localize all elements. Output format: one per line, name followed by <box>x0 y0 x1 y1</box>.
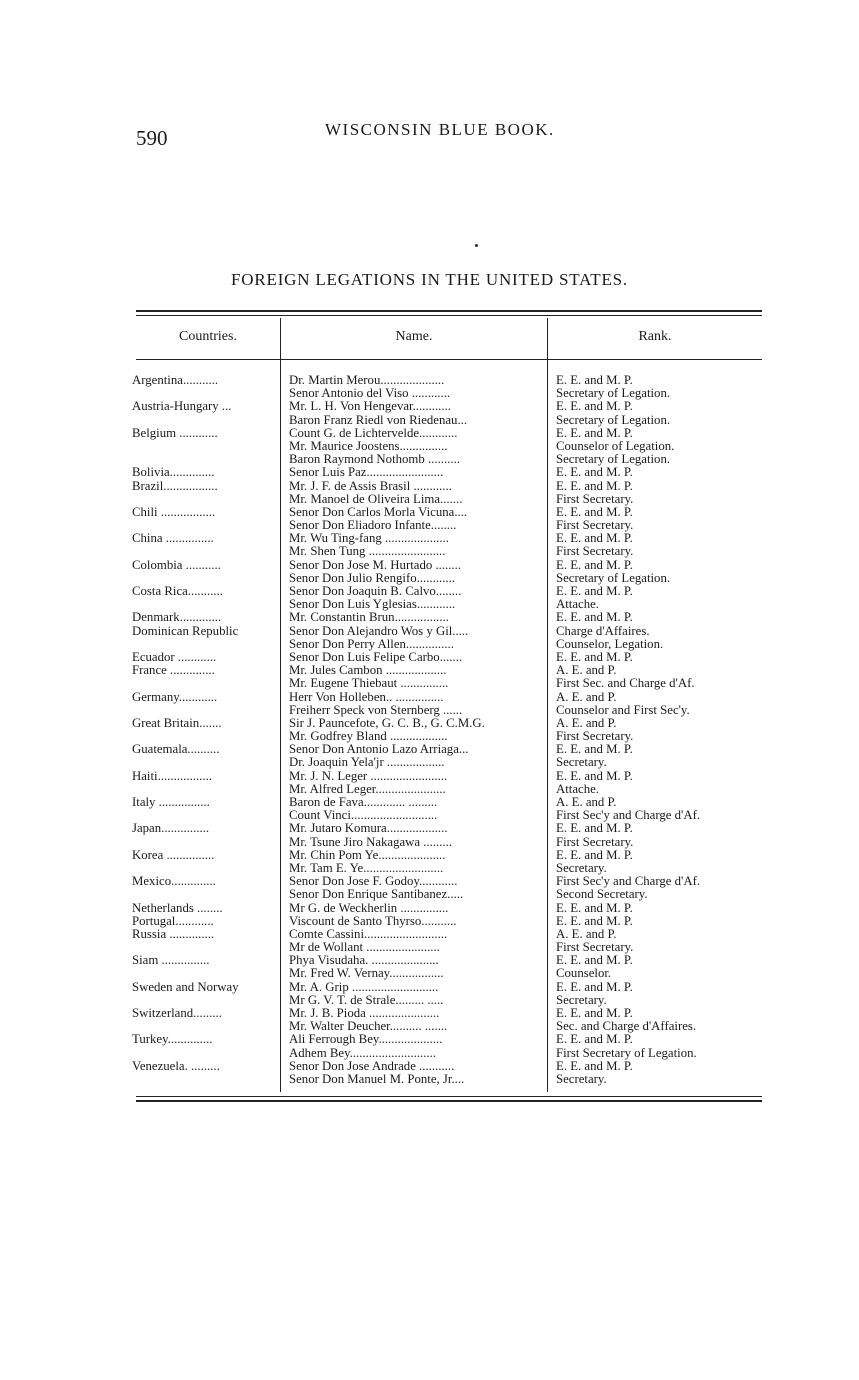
rank-cell: First Secretary. <box>556 730 634 744</box>
header-rule <box>136 359 762 360</box>
table-row <box>0 783 859 796</box>
table-row <box>0 862 859 875</box>
name-cell: Comte Cassini.......................... <box>289 927 448 941</box>
rank-cell: E. E. and M. P. <box>556 426 633 440</box>
name-cell: Count G. de Lichtervelde............ <box>289 426 458 440</box>
country-cell: Portugal............ <box>132 914 214 928</box>
rank-cell: E. E. and M. P. <box>556 611 633 625</box>
name-cell: Senor Don Luis Yglesias............ <box>289 598 456 612</box>
name-cell: Herr Von Holleben.. ............... <box>289 690 444 704</box>
rank-cell: First Secretary. <box>556 545 634 559</box>
name-cell: Senor Don Carlos Morla Vicuna.... <box>289 505 468 519</box>
country-cell: Turkey.............. <box>132 1033 213 1047</box>
country-cell: Korea ............... <box>132 848 215 862</box>
table-row <box>0 559 859 572</box>
table-row <box>0 704 859 717</box>
page-number: 590 <box>136 126 168 150</box>
table-row <box>0 651 859 664</box>
table-row <box>0 466 859 479</box>
table-row <box>0 625 859 638</box>
country-cell: Bolivia.............. <box>132 466 215 480</box>
bottom-double-rule-outer <box>136 1100 762 1102</box>
country-cell: Haiti................. <box>132 769 212 783</box>
name-cell: Mr. A. Grip ........................... <box>289 980 439 994</box>
rank-cell: Attache. <box>556 598 599 612</box>
table-row <box>0 875 859 888</box>
rank-cell: E. E. and M. P. <box>556 558 633 572</box>
table-row <box>0 493 859 506</box>
rank-cell: E. E. and M. P. <box>556 769 633 783</box>
name-cell: Baron Raymond Nothomb .......... <box>289 453 460 467</box>
rank-cell: E. E. and M. P. <box>556 1007 633 1020</box>
name-cell: Mr. J. B. Pioda ...................... <box>289 1007 440 1020</box>
table-row <box>0 967 859 980</box>
rank-cell: First Secretary. <box>556 519 634 533</box>
name-cell: Adhem Bey........................... <box>289 1046 437 1060</box>
table-row <box>0 387 859 400</box>
name-cell: Mr de Wollant ....................... <box>289 941 440 955</box>
name-cell: Mr G. V. T. de Strale......... ..... <box>289 993 444 1007</box>
name-cell: Mr. Maurice Joostens............... <box>289 439 448 453</box>
running-head: WISCONSIN BLUE BOOK. <box>325 120 555 139</box>
name-cell: Count Vinci........................... <box>289 809 438 823</box>
country-cell: Ecuador ............ <box>132 650 217 664</box>
name-cell: Senor Don Enrique Santibanez..... <box>289 888 464 902</box>
table-row <box>0 585 859 598</box>
rank-cell: A. E. and P. <box>556 716 617 730</box>
country-cell: Netherlands ........ <box>132 901 223 915</box>
table-row <box>0 598 859 611</box>
rank-cell: E. E. and M. P. <box>556 743 633 757</box>
legations-table-body <box>0 374 859 1086</box>
table-row <box>0 1007 859 1020</box>
table-row <box>0 519 859 532</box>
rank-cell: E. E. and M. P. <box>556 374 633 387</box>
country-cell: Denmark............. <box>132 611 222 625</box>
rank-cell: First Secretary. <box>556 941 634 955</box>
country-cell: Venezuela. ......... <box>132 1059 220 1073</box>
rank-cell: E. E. and M. P. <box>556 901 633 915</box>
rank-cell: First Sec'y and Charge d'Af. <box>556 809 701 823</box>
table-row <box>0 770 859 783</box>
country-cell: Sweden and Norway <box>132 980 239 994</box>
name-cell: Senor Luis Paz........................ <box>289 466 444 480</box>
table-row <box>0 1060 859 1073</box>
country-cell: Great Britain....... <box>132 716 222 730</box>
table-row <box>0 717 859 730</box>
name-cell: Baron Franz Riedl von Riedenau... <box>289 413 468 427</box>
name-cell: Dr. Joaquin Yela'jr .................. <box>289 756 445 770</box>
rank-cell: Secretary of Legation. <box>556 387 671 401</box>
rank-cell: E. E. and M. P. <box>556 914 633 928</box>
country-cell: Dominican Republic <box>132 624 239 638</box>
rank-cell: Secretary. <box>556 1072 607 1086</box>
table-row <box>0 954 859 967</box>
table-row <box>0 981 859 994</box>
name-cell: Senor Don Julio Rengifo............ <box>289 571 455 585</box>
rank-cell: E. E. and M. P. <box>556 1033 633 1047</box>
table-row <box>0 994 859 1007</box>
table-row <box>0 730 859 743</box>
name-cell: Senor Don Jose F. Godoy............ <box>289 875 458 889</box>
rank-cell: Secretary of Legation. <box>556 413 671 427</box>
table-row <box>0 691 859 704</box>
table-row <box>0 822 859 835</box>
rank-cell: Secretary. <box>556 756 607 770</box>
table-row <box>0 453 859 466</box>
table-row <box>0 928 859 941</box>
rank-cell: E. E. and M. P. <box>556 822 633 836</box>
header-name: Name. <box>395 329 433 344</box>
rank-cell: E. E. and M. P. <box>556 650 633 664</box>
rank-cell: Counselor, Legation. <box>556 637 664 651</box>
name-cell: Mr. Wu Ting-fang .................... <box>289 532 449 546</box>
rank-cell: First Secretary. <box>556 835 634 849</box>
stray-mark <box>475 244 478 247</box>
country-cell: Austria-Hungary ... <box>132 400 232 414</box>
table-row <box>0 400 859 413</box>
rank-cell: Counselor and First Sec'y. <box>556 703 690 717</box>
name-cell: Sir J. Pauncefote, G. C. B., G. C.M.G. <box>289 716 485 730</box>
table-row <box>0 1047 859 1060</box>
table-row <box>0 836 859 849</box>
table-row <box>0 743 859 756</box>
name-cell: Senor Antonio del Viso ............ <box>289 387 451 401</box>
rank-cell: First Sec'y and Charge d'Af. <box>556 875 701 889</box>
name-cell: Senor Don Jose M. Hurtado ........ <box>289 558 462 572</box>
name-cell: Senor Don Jose Andrade ........... <box>289 1059 455 1073</box>
country-cell: China ............... <box>132 532 214 546</box>
rank-cell: E. E. and M. P. <box>556 1059 633 1073</box>
name-cell: Mr. L. H. Von Hengevar............ <box>289 400 451 414</box>
rank-cell: A. E. and P. <box>556 664 617 678</box>
rank-cell: A. E. and P. <box>556 690 617 704</box>
rank-cell: First Secretary. <box>556 492 634 506</box>
rank-cell: Counselor. <box>556 967 612 981</box>
rank-cell: Secretary of Legation. <box>556 453 671 467</box>
name-cell: Mr. J. F. de Assis Brasil ............ <box>289 479 452 493</box>
name-cell: Mr. Jules Cambon ................... <box>289 664 447 678</box>
country-cell: Germany............ <box>132 690 218 704</box>
country-cell: Italy ................ <box>132 796 210 809</box>
table-row <box>0 849 859 862</box>
table-row <box>0 638 859 651</box>
name-cell: Senor Don Manuel M. Ponte, Jr.... <box>289 1072 465 1086</box>
table-row <box>0 414 859 427</box>
name-cell: Dr. Martin Merou.................... <box>289 374 445 387</box>
rank-cell: First Sec. and Charge d'Af. <box>556 677 695 691</box>
table-row <box>0 440 859 453</box>
table-row <box>0 374 859 387</box>
name-cell: Senor Don Perry Allen............... <box>289 637 454 651</box>
name-cell: Senor Don Antonio Lazo Arriaga... <box>289 743 469 757</box>
table-row <box>0 611 859 624</box>
rank-cell: Counselor of Legation. <box>556 439 675 453</box>
name-cell: Baron de Fava............. ......... <box>289 796 438 809</box>
rank-cell: Secretary. <box>556 861 607 875</box>
bottom-double-rule-inner <box>136 1096 762 1097</box>
table-row <box>0 664 859 677</box>
rank-cell: A. E. and P. <box>556 927 617 941</box>
table-row <box>0 796 859 809</box>
table-row <box>0 572 859 585</box>
name-cell: Mr. Manoel de Oliveira Lima....... <box>289 492 463 506</box>
name-cell: Senor Don Luis Felipe Carbo....... <box>289 650 463 664</box>
header-countries: Countries. <box>179 329 237 344</box>
name-cell: Senor Don Joaquin B. Calvo........ <box>289 585 462 598</box>
table-row <box>0 941 859 954</box>
table-row <box>0 427 859 440</box>
country-cell: France .............. <box>132 664 215 678</box>
table-row <box>0 902 859 915</box>
country-cell: Brazil................. <box>132 479 218 493</box>
top-double-rule-outer <box>136 310 762 312</box>
table-row <box>0 677 859 690</box>
rank-cell: A. E. and P. <box>556 796 617 809</box>
name-cell: Viscount de Santo Thyrso........... <box>289 914 457 928</box>
name-cell: Mr. Shen Tung ........................ <box>289 545 446 559</box>
table-row <box>0 1033 859 1046</box>
rank-cell: First Secretary of Legation. <box>556 1046 697 1060</box>
top-double-rule-inner <box>136 315 762 316</box>
table-row <box>0 545 859 558</box>
rank-cell: E. E. and M. P. <box>556 505 633 519</box>
country-cell: Japan............... <box>132 822 210 836</box>
table-row <box>0 756 859 769</box>
name-cell: Mr. Eugene Thiebaut ............... <box>289 677 449 691</box>
name-cell: Mr. Walter Deucher.......... ....... <box>289 1020 448 1034</box>
rank-cell: E. E. and M. P. <box>556 400 633 414</box>
name-cell: Mr. Fred W. Vernay................. <box>289 967 444 981</box>
rank-cell: E. E. and M. P. <box>556 848 633 862</box>
country-cell: Russia .............. <box>132 927 215 941</box>
name-cell: Mr. Tsune Jiro Nakagawa ......... <box>289 835 453 849</box>
name-cell: Mr. Jutaro Komura................... <box>289 822 448 836</box>
name-cell: Senor Don Eliadoro Infante........ <box>289 519 457 533</box>
name-cell: Senor Don Alejandro Wos y Gil..... <box>289 624 469 638</box>
name-cell: Mr. J. N. Leger ........................ <box>289 769 448 783</box>
table-row <box>0 915 859 928</box>
name-cell: Freiherr Speck von Sternberg ...... <box>289 703 463 717</box>
rank-cell: Secretary of Legation. <box>556 571 671 585</box>
table-row <box>0 1073 859 1086</box>
table-row <box>0 1020 859 1033</box>
name-cell: Mr. Alfred Leger...................... <box>289 782 446 796</box>
name-cell: Mr. Constantin Brun................. <box>289 611 449 625</box>
rank-cell: Second Secretary. <box>556 888 648 902</box>
name-cell: Mr. Godfrey Bland .................. <box>289 730 448 744</box>
name-cell: Ali Ferrough Bey.................... <box>289 1033 443 1047</box>
rank-cell: E. E. and M. P. <box>556 532 633 546</box>
country-cell: Guatemala.......... <box>132 743 220 757</box>
name-cell: Mr. Tam E. Ye......................... <box>289 861 444 875</box>
country-cell: Siam ............... <box>132 954 210 968</box>
page-title: FOREIGN LEGATIONS IN THE UNITED STATES. <box>231 270 628 289</box>
name-cell: Mr. Chin Pom Ye..................... <box>289 848 446 862</box>
rank-cell: E. E. and M. P. <box>556 954 633 968</box>
name-cell: Mr G. de Weckherlin ............... <box>289 901 449 915</box>
rank-cell: E. E. and M. P. <box>556 980 633 994</box>
table-row <box>0 888 859 901</box>
table-row <box>0 506 859 519</box>
table-row <box>0 480 859 493</box>
country-cell: Costa Rica........... <box>132 585 223 598</box>
table-row <box>0 532 859 545</box>
name-cell: Phya Visudaha. ..................... <box>289 954 439 968</box>
rank-cell: Secretary. <box>556 993 607 1007</box>
rank-cell: Charge d'Affaires. <box>556 624 650 638</box>
table-row <box>0 809 859 822</box>
rank-cell: E. E. and M. P. <box>556 585 633 598</box>
country-cell: Mexico.............. <box>132 875 216 889</box>
rank-cell: Attache. <box>556 782 599 796</box>
country-cell: Argentina........... <box>132 374 219 387</box>
country-cell: Switzerland......... <box>132 1007 222 1020</box>
country-cell: Chili ................. <box>132 505 216 519</box>
country-cell: Belgium ............ <box>132 426 218 440</box>
rank-cell: E. E. and M. P. <box>556 479 633 493</box>
rank-cell: Sec. and Charge d'Affaires. <box>556 1020 697 1034</box>
header-rank: Rank. <box>638 329 672 344</box>
country-cell: Colombia ........... <box>132 558 221 572</box>
rank-cell: E. E. and M. P. <box>556 466 633 480</box>
